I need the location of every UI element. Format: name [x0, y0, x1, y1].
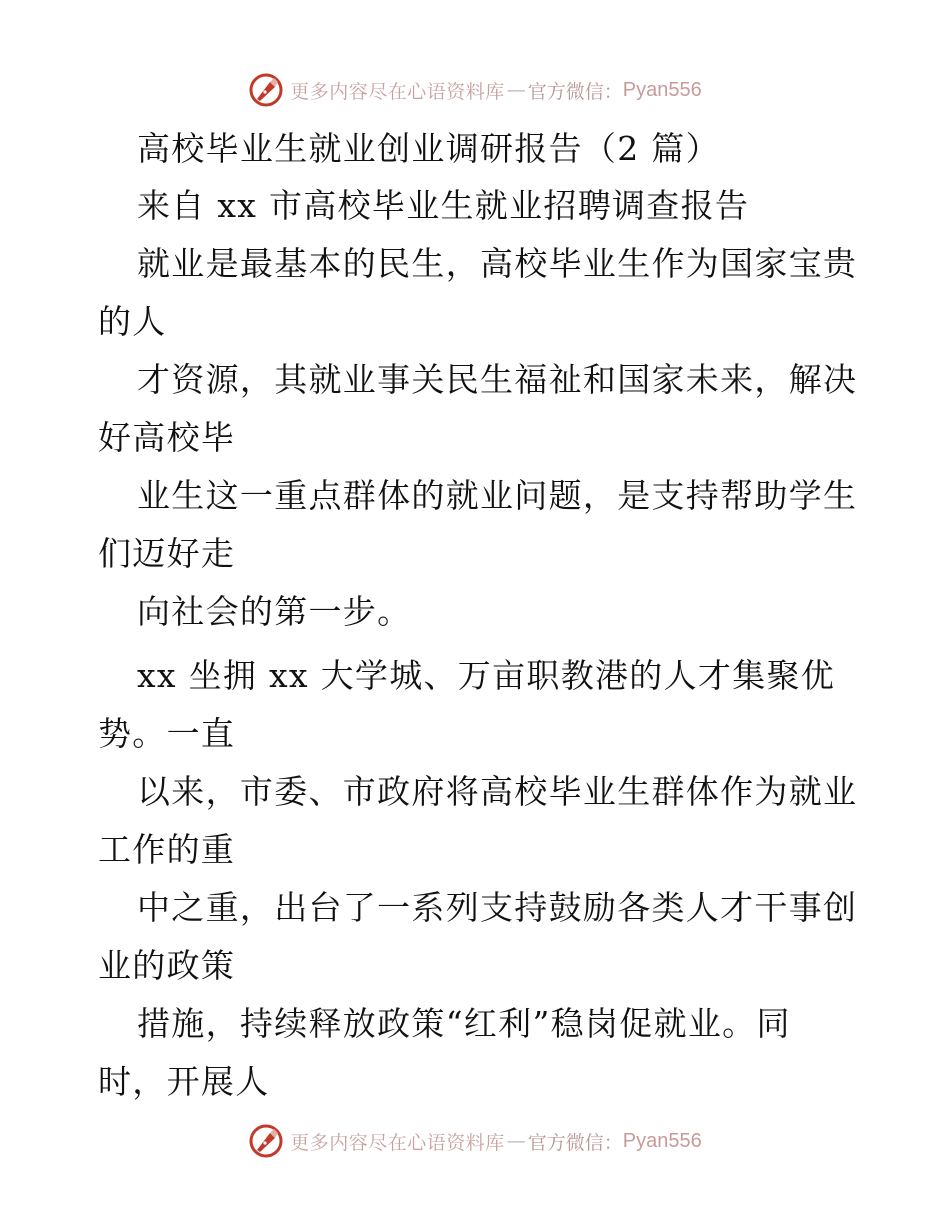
watermark-wechat-id: Pyan556 [622, 1129, 702, 1152]
paragraph-line: 向社会的第一步。 [137, 592, 412, 631]
paragraph-line: 业的政策 [98, 946, 236, 985]
paragraph-line: xx 坐拥 xx 大学城、万亩职教港的人才集聚优 [137, 656, 836, 695]
paragraph-line: 措施，持续释放政策“红利”稳岗促就业。同 [137, 1004, 791, 1043]
watermark-ad-text: 更多内容尽在心语资料库 [290, 80, 505, 103]
paragraph-line: 好高校毕 [98, 418, 236, 457]
paragraph-line: 的人 [98, 302, 167, 341]
document-subtitle: 来自 xx 市高校毕业生就业招聘调查报告 [137, 186, 750, 225]
paragraph-line: 时，开展人 [98, 1062, 270, 1101]
paragraph-line: 以来，市委、市政府将高校毕业生群体作为就业 [137, 772, 858, 811]
watermark-wechat-id: Pyan556 [622, 78, 702, 101]
watermark-separator: — [506, 79, 526, 101]
paragraph-line: 势。一直 [98, 714, 236, 753]
footer-watermark [0, 1121, 950, 1161]
paragraph-line: 工作的重 [98, 830, 236, 869]
paragraph-line: 才资源，其就业事关民生福祉和国家未来，解决 [137, 360, 858, 399]
paragraph-line: 业生这一重点群体的就业问题，是支持帮助学生 [137, 476, 858, 515]
paragraph-line: 就业是最基本的民生，高校毕业生作为国家宝贵 [137, 244, 858, 283]
paragraph-line: 中之重，出台了一系列支持鼓励各类人才干事创 [137, 888, 858, 927]
watermark-wechat-label: 官方微信： [527, 80, 623, 103]
paragraph-line: 们迈好走 [98, 534, 236, 573]
watermark-wechat-label: 官方微信： [527, 1131, 623, 1154]
document-title: 高校毕业生就业创业调研报告（2 篇） [137, 129, 720, 168]
watermark-separator: — [506, 1130, 526, 1152]
fountain-pen-logo-icon [248, 1123, 284, 1159]
watermark-ad-text: 更多内容尽在心语资料库 [290, 1131, 505, 1154]
